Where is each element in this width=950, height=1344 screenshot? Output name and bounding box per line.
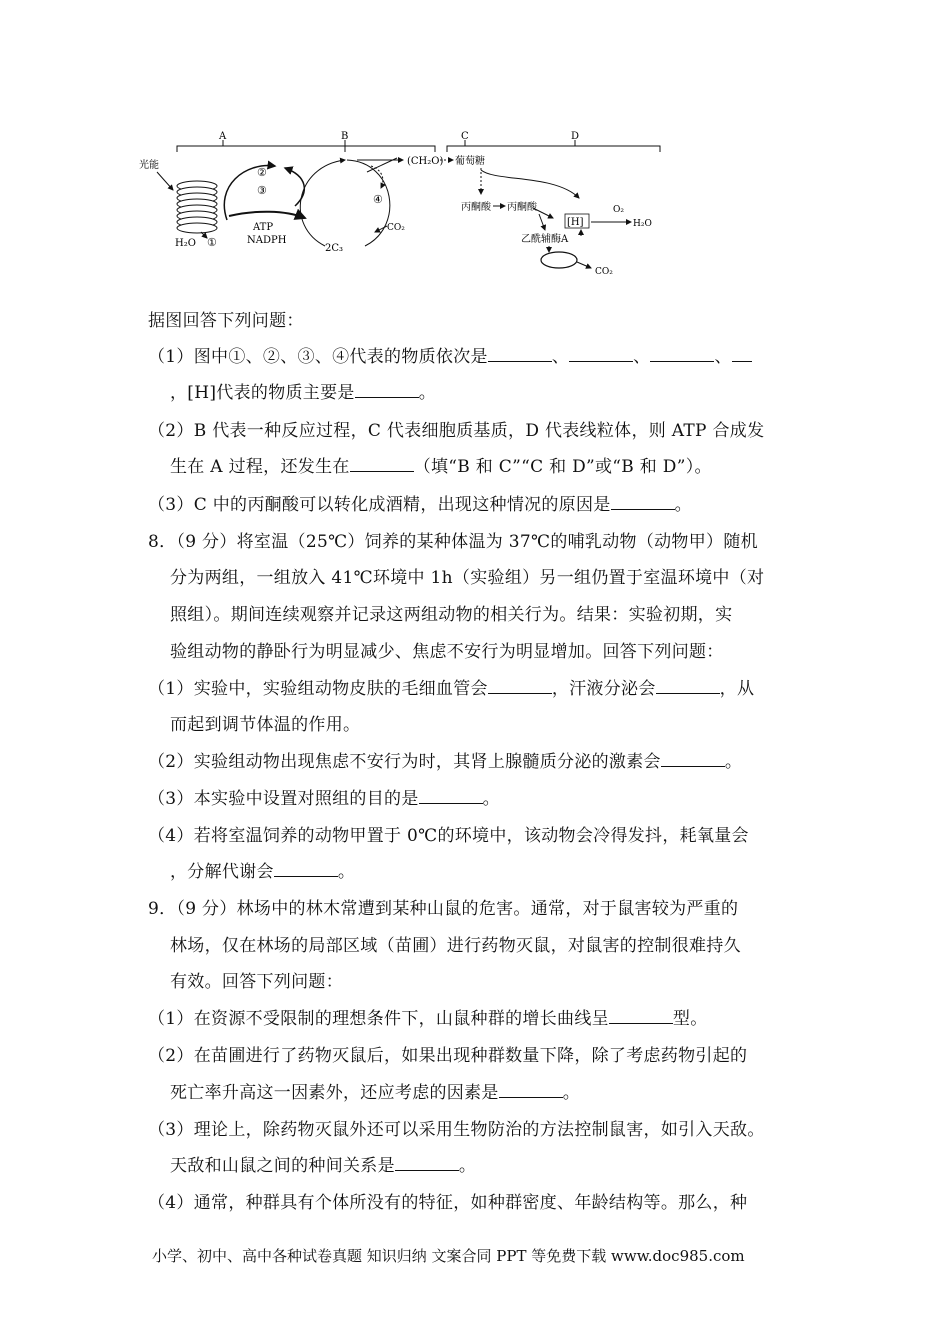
q8-1-cont: 而起到调节体温的作用。 [170, 715, 361, 735]
q8-1-text: （1）实验中，实验组动物皮肤的毛细血管会 [148, 679, 488, 699]
metabolism-diagram [135, 126, 665, 286]
page-footer: 小学、初中、高中各种试卷真题 知识归纳 文案合同 PPT 等免费下载 www.doc985.com [152, 1247, 745, 1265]
q9-3-line: （3）理论上，除药物灭鼠外还可以采用生物防治的方法控制鼠害，如引入天敌。 [148, 1120, 765, 1140]
q8-4-text: ，分解代谢会 [170, 862, 274, 882]
answer-blank[interactable] [650, 346, 714, 362]
answer-blank[interactable] [355, 382, 419, 398]
q8-4-cont [170, 861, 355, 883]
q8-1-text-2: ，汗液分泌会 [551, 679, 656, 699]
q9-3-cont [170, 1155, 476, 1177]
separator: 、 [633, 347, 651, 367]
circled-4: ④ [373, 193, 383, 206]
q9-line-2: 林场，仅在林场的局部区域（苗圃）进行药物灭鼠，对鼠害的控制很难持久 [170, 936, 741, 956]
atp-label: ATP [253, 222, 274, 233]
light-label: 光能 [139, 160, 159, 171]
period: 。 [337, 862, 356, 882]
nadph-label: NADPH [247, 235, 287, 246]
answer-blank[interactable] [488, 346, 552, 362]
q7-1-text: （1）图中①、②、③、④代表的物质依次是 [148, 347, 488, 367]
q9-1-text-2: 型。 [672, 1009, 708, 1029]
answer-blank[interactable] [488, 678, 552, 694]
answer-blank[interactable] [350, 456, 414, 472]
q8-4-line: （4）若将室温饲养的动物甲置于 0℃的环境中，该动物会冷得发抖，耗氧量会 [148, 826, 749, 846]
q9-line-1: 9．（9 分）林场中的林木常遭到某种山鼠的危害。通常，对于鼠害较为严重的 [148, 899, 739, 919]
h-label: [H] [567, 217, 584, 228]
q9-2-text: 死亡率升高这一因素外，还应考虑的因素是 [170, 1083, 499, 1103]
q8-1-text-3: ，从 [719, 679, 755, 699]
q7-1-text-2: ，[H]代表的物质主要是 [170, 383, 355, 403]
h2o-out: H₂O [633, 219, 652, 229]
section-bracket [177, 140, 660, 152]
pyruvate-d: 丙酮酸 [507, 202, 537, 213]
circled-3: ③ [257, 184, 267, 197]
answer-blank[interactable] [656, 678, 720, 694]
glucose-label: 葡萄糖 [455, 156, 485, 167]
answer-blank[interactable] [609, 1008, 673, 1024]
q9-3-text: 天敌和山鼠之间的种间关系是 [170, 1156, 395, 1176]
water-in: H₂O [175, 238, 196, 249]
answer-blank[interactable] [395, 1155, 459, 1171]
period: 。 [674, 495, 692, 515]
q7-2-cont [170, 456, 712, 478]
answer-blank[interactable] [732, 346, 752, 362]
q7-1-cont [170, 382, 436, 404]
q7-3-text: （3）C 中的丙酮酸可以转化成酒精，出现这种情况的原因是 [148, 495, 611, 515]
o2-label: O₂ [613, 205, 624, 215]
answer-blank[interactable] [274, 861, 338, 877]
prompt-line: 据图回答下列问题： [148, 311, 304, 331]
q7-1-line [148, 346, 752, 368]
separator: 、 [551, 347, 570, 367]
answer-blank[interactable] [661, 751, 725, 767]
label-b: B [341, 131, 349, 142]
q8-line-4: 验组动物的静卧行为明显减少、焦虑不安行为明显增加。回答下列问题： [170, 642, 724, 662]
q7-2-text-2: （填“B 和 C”“C 和 D”或“B 和 D”）。 [413, 457, 712, 477]
co2-out: CO₂ [595, 267, 613, 277]
circled-2: ② [257, 166, 267, 179]
q9-2-line: （2）在苗圃进行了药物灭鼠后，如果出现种群数量下降，除了考虑药物引起的 [148, 1046, 748, 1066]
q8-line-2: 分为两组，一组放入 41℃环境中 1h（实验组）另一组仍置于室温环境中（对 [170, 568, 765, 588]
circled-1: ① [207, 236, 217, 249]
krebs-cycle [541, 252, 577, 268]
q9-1-line [148, 1008, 708, 1030]
q7-2-text: 生在 A 过程，还发生在 [170, 457, 350, 477]
q9-4-line: （4）通常，种群具有个体所没有的特征，如种群密度、年龄结构等。那么，种 [148, 1193, 748, 1213]
separator: 、 [714, 347, 732, 367]
q9-line-3: 有效。回答下列问题： [170, 972, 343, 992]
answer-blank[interactable] [569, 346, 633, 362]
period: 。 [724, 752, 743, 772]
period: 。 [562, 1083, 581, 1103]
q8-1-line [148, 678, 754, 700]
q8-line-3: 照组）。期间连续观察并记录这两组动物的相关行为。结果：实验初期，实 [170, 605, 733, 625]
q7-2-line: （2）B 代表一种反应过程，C 代表细胞质基质，D 代表线粒体，则 ATP 合成发 [148, 421, 765, 441]
answer-blank[interactable] [499, 1082, 563, 1098]
period: 。 [482, 789, 500, 809]
q9-1-text: （1）在资源不受限制的理想条件下，山鼠种群的增长曲线呈 [148, 1009, 609, 1029]
co2-in: CO₂ [387, 223, 405, 233]
pyruvate-c: 丙酮酸 [461, 202, 491, 213]
q8-2-text: （2）实验组动物出现焦虑不安行为时，其肾上腺髓质分泌的激素会 [148, 752, 661, 772]
label-d: D [571, 131, 580, 142]
q9-2-cont [170, 1082, 580, 1104]
acetyl-coa-label: 乙酰辅酶A [521, 234, 569, 245]
period: 。 [458, 1156, 477, 1176]
q8-3-line [148, 788, 500, 810]
answer-blank[interactable] [419, 788, 483, 804]
q7-3-line [148, 494, 692, 516]
thylakoid-stack [177, 181, 217, 233]
period: 。 [418, 383, 437, 403]
label-c: C [461, 131, 469, 142]
c3-label: 2C₃ [325, 243, 344, 254]
q8-2-line [148, 751, 742, 773]
answer-blank[interactable] [611, 494, 675, 510]
q8-3-text: （3）本实验中设置对照组的目的是 [148, 789, 419, 809]
q8-line-1: 8．（9 分）将室温（25℃）饲养的某种体温为 37℃的哺乳动物（动物甲）随机 [148, 532, 758, 552]
label-a: A [219, 131, 227, 142]
ch2o-label: (CH₂O) [407, 156, 444, 167]
